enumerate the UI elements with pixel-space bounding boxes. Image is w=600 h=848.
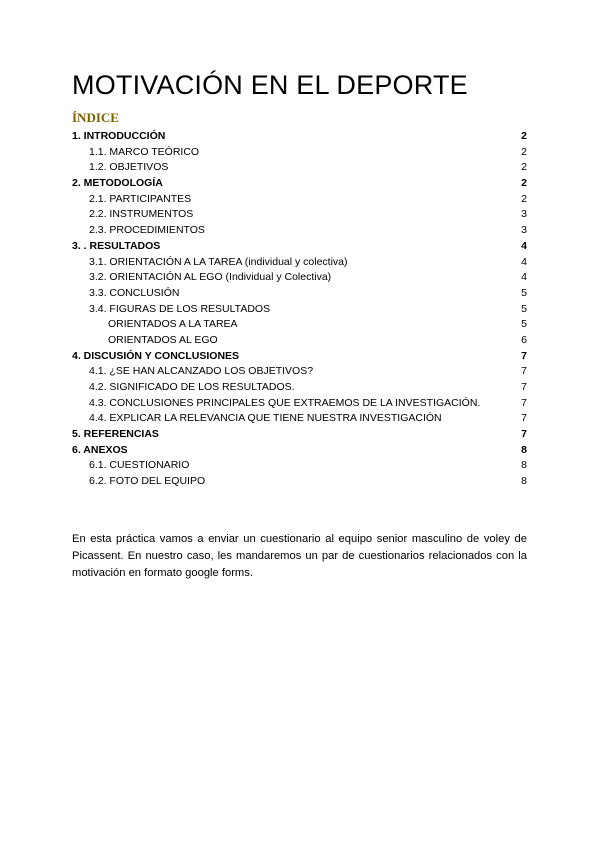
toc-entry-title: ORIENTADOS AL EGO [108,333,218,346]
toc-entry-page: 2 [521,161,527,174]
toc-entry-page: 7 [521,381,527,393]
toc-entry-title: 3.3. CONCLUSIÓN [89,286,180,299]
toc-entry-title: 2.3. PROCEDIMIENTOS [89,224,205,237]
toc-entry[interactable] [72,458,527,474]
toc-entry[interactable] [72,192,527,208]
toc-entry[interactable] [72,396,527,412]
table-of-contents [72,129,527,490]
toc-entry[interactable] [72,129,527,145]
toc-entry-title: 4.4. EXPLICAR LA RELEVANCIA QUE TIENE NUESTRA INVESTIGACIÓN [89,412,442,425]
toc-entry-title: 3.1. ORIENTACIÓN A LA TAREA (individual y colectiva) [89,255,348,268]
toc-entry[interactable] [72,270,527,286]
toc-entry-page: 2 [521,177,527,190]
toc-entry[interactable] [72,176,527,192]
toc-entry-page: 2 [521,145,527,158]
toc-entry-page: 5 [521,302,527,315]
toc-entry-title: 6.1. CUESTIONARIO [89,459,190,472]
toc-entry-title: 3.4. FIGURAS DE LOS RESULTADOS [89,302,271,315]
toc-entry-title: 2.1. PARTICIPANTES [89,192,192,205]
toc-entry[interactable] [72,239,527,255]
toc-entry-page: 3 [521,224,527,237]
toc-entry-page: 7 [521,349,527,362]
toc-entry-page: 7 [521,428,527,441]
toc-entry-page: 7 [521,412,527,425]
toc-entry[interactable] [72,160,527,176]
toc-entry-title: 3.2. ORIENTACIÓN AL EGO (Individual y Colectiva) [89,271,332,284]
toc-entry-page: 8 [521,443,527,456]
toc-entry-title: 1.1. MARCO TEÓRICO [89,145,200,158]
toc-entry-title: 2. METODOLOGÍA [72,177,163,190]
toc-entry[interactable] [72,207,527,223]
toc-entry[interactable] [72,474,527,490]
toc-entry[interactable] [72,145,527,161]
toc-entry-page: 4 [521,239,527,252]
toc-entry-page: 5 [521,286,527,299]
toc-entry-title: 4.1. ¿SE HAN ALCANZADO LOS OBJETIVOS? [89,365,314,378]
toc-entry-page: 2 [521,130,527,142]
toc-entry-title: 6.2. FOTO DEL EQUIPO [89,475,206,488]
toc-entry-title: 5. REFERENCIAS [72,428,159,441]
toc-entry-page: 3 [521,208,527,221]
toc-entry-title: ORIENTADOS A LA TAREA [108,318,238,331]
toc-entry[interactable] [72,286,527,302]
toc-entry-page: 4 [521,271,527,284]
toc-entry-page: 2 [521,192,527,205]
toc-entry[interactable] [72,364,527,380]
toc-entry-page: 8 [521,459,527,472]
toc-entry-title: 1.2. OBJETIVOS [89,161,169,174]
toc-entry-title: 1. INTRODUCCIÓN [72,130,166,142]
toc-entry-title: 4.2. SIGNIFICADO DE LOS RESULTADOS. [89,381,295,393]
toc-entry-page: 7 [521,396,527,409]
toc-entry-title: 4. DISCUSIÓN Y CONCLUSIONES [72,349,240,362]
toc-entry-page: 4 [521,255,527,268]
toc-entry-page: 6 [521,333,527,346]
toc-entry[interactable] [72,223,527,239]
toc-entry-title: 2.2. INSTRUMENTOS [89,208,194,221]
toc-entry[interactable] [72,333,527,349]
toc-entry-page: 8 [521,475,527,488]
toc-entry-page: 5 [521,318,527,331]
toc-entry-page: 7 [521,365,527,378]
toc-entry-title: 3. . RESULTADOS [72,239,161,252]
toc-entry[interactable] [72,302,527,318]
toc-entry[interactable] [72,255,527,271]
toc-entry[interactable] [72,427,527,443]
document-title: MOTIVACIÓN EN EL DEPORTE [72,70,468,100]
index-heading: ÍNDICE [72,110,119,125]
toc-entry-title: 4.3. CONCLUSIONES PRINCIPALES QUE EXTRAEMOS DE LA INVESTIGACIÓN. [89,396,481,409]
toc-entry[interactable] [72,349,527,365]
toc-entry[interactable] [72,443,527,459]
toc-entry[interactable] [72,380,527,396]
toc-entry[interactable] [72,411,527,427]
intro-paragraph: En esta práctica vamos a enviar un cuestionario al equipo senior masculino de voley de Picassent. En nuestro caso, les mandaremos un par de cuestionarios relacionados con la motivación en formato google forms. [72,533,527,579]
toc-entry-title: 6. ANEXOS [72,443,128,456]
toc-entry[interactable] [72,317,527,333]
